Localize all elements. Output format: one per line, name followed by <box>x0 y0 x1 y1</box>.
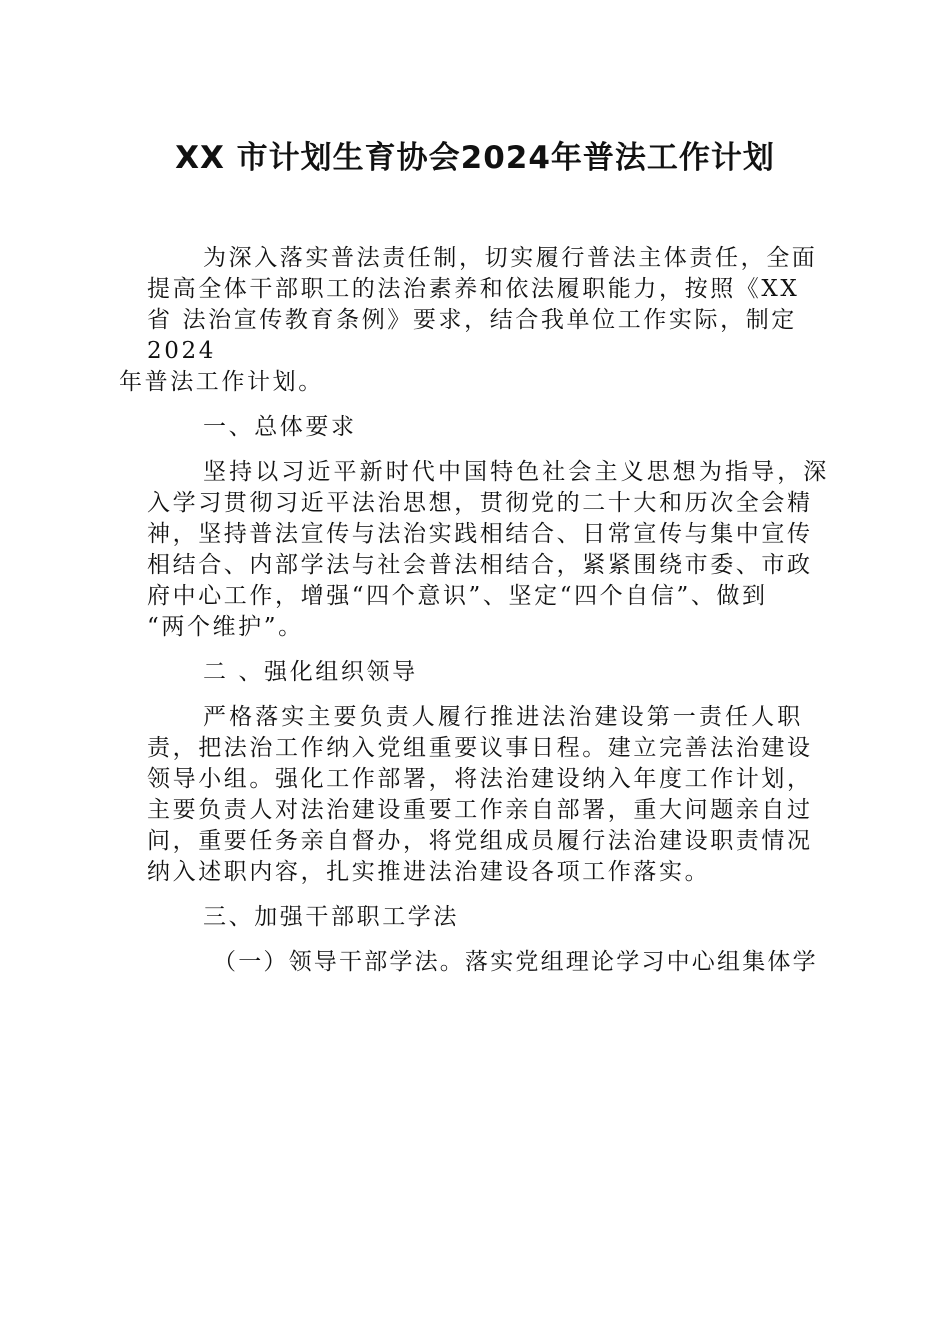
text-line: 坚持以习近平新时代中国特色社会主义思想为指导，深 <box>203 459 830 485</box>
paragraph-intro <box>147 243 818 367</box>
document-title: XX 市计划生育协会2024年普法工作计划 <box>175 140 775 176</box>
paragraph-overall-requirements <box>147 457 830 643</box>
paragraph-leader-study <box>147 947 818 978</box>
text-line: 年普法工作计划。 <box>119 369 324 395</box>
text-line: 为深入落实普法责任制，切实履行普法主体责任，全面 <box>203 245 818 271</box>
section-heading-2: 二 、强化组织领导 <box>203 659 418 685</box>
text-line: 2024 <box>147 338 216 364</box>
text-line: 责，把法治工作纳入党组重要议事日程。建立完善法治建设 <box>147 735 813 761</box>
text-line: 省 法治宣传教育条例》要求，结合我单位工作实际，制定 <box>147 307 797 333</box>
section-heading-3: 三、加强干部职工学法 <box>203 904 459 930</box>
section-heading-1: 一、总体要求 <box>203 414 357 440</box>
text-line: 严格落实主要负责人履行推进法治建设第一责任人职 <box>203 704 804 730</box>
text-line: 提高全体干部职工的法治素养和依法履职能力，按照《XX <box>147 276 800 302</box>
document-body <box>119 243 830 978</box>
paragraph-organization-leadership <box>147 702 813 888</box>
text-line: 纳入述职内容，扎实推进法治建设各项工作落实。 <box>147 859 711 885</box>
text-line: 问，重要任务亲自督办，将党组成员履行法治建设职责情况 <box>147 828 813 854</box>
text-line: 主要负责人对法治建设重要工作亲自部署，重大问题亲自过 <box>147 797 813 823</box>
text-line: 领导小组。强化工作部署，将法治建设纳入年度工作计划， <box>147 766 813 792</box>
text-line: 入学习贯彻习近平法治思想，贯彻党的二十大和历次全会精 <box>147 490 813 516</box>
text-line: “两个维护”。 <box>147 614 304 640</box>
text-line: 府中心工作，增强“四个意识”、坚定“四个自信”、做到 <box>147 583 768 609</box>
text-line: （一）领导干部学法。落实党组理论学习中心组集体学 <box>213 949 818 975</box>
text-line: 相结合、内部学法与社会普法相结合，紧紧围绕市委、市政 <box>147 552 813 578</box>
text-line: 神，坚持普法宣传与法治实践相结合、日常宣传与集中宣传 <box>147 521 813 547</box>
